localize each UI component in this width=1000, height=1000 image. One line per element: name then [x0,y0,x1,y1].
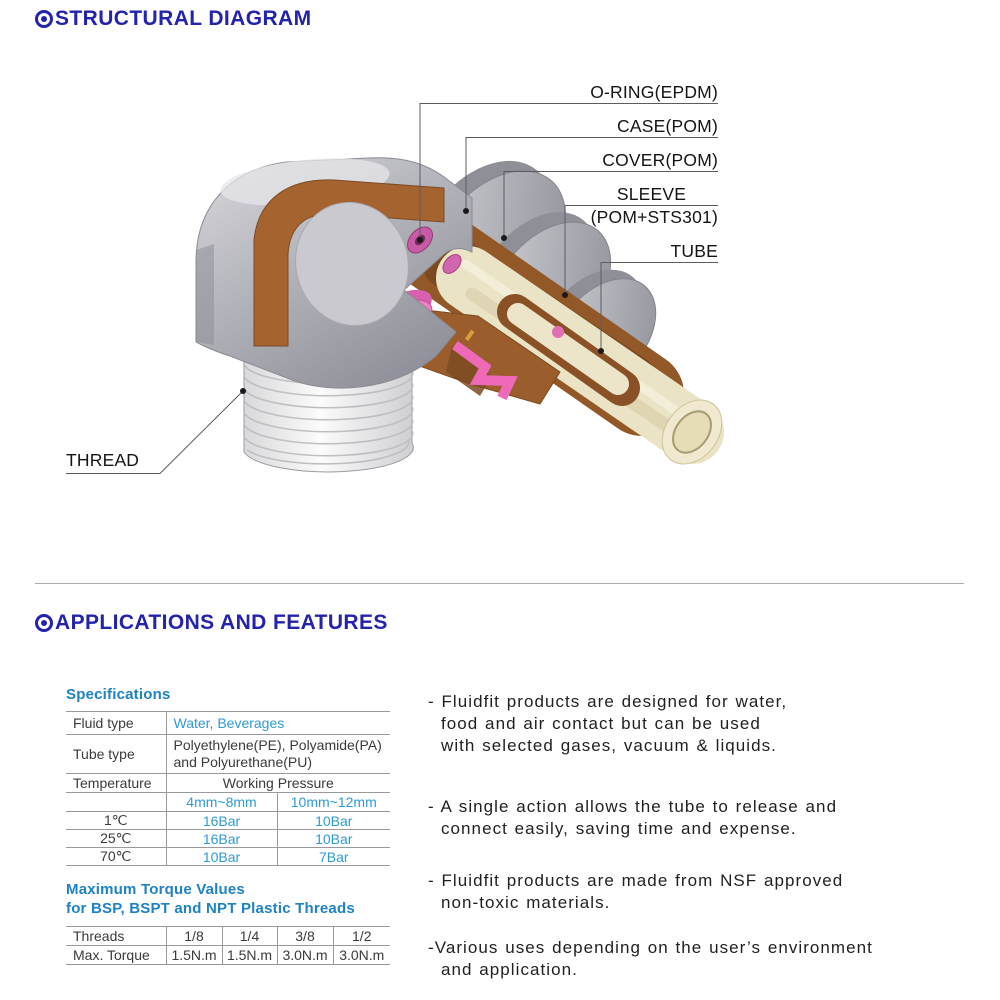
feature-bullet [428,937,873,981]
specifications-table [66,711,390,866]
feature-line: - Fluidfit products are made from NSF approved [428,871,844,890]
feature-bullet [428,870,843,914]
table-row [66,946,390,965]
feature-bullet [428,691,787,757]
table-row [66,793,390,812]
table-row [66,735,390,774]
feature-line: with selected gases, vacuum & liquids. [441,736,777,755]
torque-thread-size: 1/4 [222,927,277,946]
spec-temperature-label: Temperature [66,774,166,793]
feature-line: and application. [441,960,578,979]
torque-title-line1: Maximum Torque Values [66,881,245,898]
applications-heading [35,611,388,635]
spec-pressure-value: 7Bar [277,848,390,866]
table-row [66,774,390,793]
part-label-sleeve-material: (POM+STS301) [590,207,718,227]
spec-tube-type-value: Polyethylene(PE), Polyamide(PA) and Polyurethane(PU) [166,735,390,774]
torque-threads-label: Threads [66,927,166,946]
table-row [66,830,390,848]
applications-title: APPLICATIONS AND FEATURES [55,611,388,634]
torque-thread-size: 1/8 [166,927,222,946]
spec-fluid-type-label: Fluid type [66,712,166,735]
spec-working-pressure-header: Working Pressure [166,774,390,793]
spec-temp-value: 1℃ [66,812,166,830]
feature-line: - A single action allows the tube to release and [428,797,838,816]
spec-temp-value: 25℃ [66,830,166,848]
table-row [66,927,390,946]
torque-max-label: Max. Torque [66,946,166,965]
part-label-sleeve: SLEEVE [616,184,687,204]
part-label-case: CASE(POM) [617,116,718,136]
structural-diagram-title: STRUCTURAL DIAGRAM [55,7,312,30]
spec-tube-type-label: Tube type [66,735,166,774]
table-row [66,812,390,830]
torque-value: 3.0N.m [277,946,333,965]
spec-fluid-type-value: Water, Beverages [166,712,390,735]
part-label-cover: COVER(POM) [602,150,718,170]
torque-thread-size: 1/2 [333,927,390,946]
spec-pressure-value: 16Bar [166,812,277,830]
feature-bullet [428,796,837,840]
torque-thread-size: 3/8 [277,927,333,946]
part-label-o-ring: O-RING(EPDM) [590,82,718,102]
table-row [66,848,390,866]
torque-table [66,926,390,965]
torque-value: 3.0N.m [333,946,390,965]
table-row [66,712,390,735]
section-bullet-icon [35,614,53,632]
spec-temp-value: 70℃ [66,848,166,866]
spec-size-col2: 10mm~12mm [277,793,390,812]
torque-value: 1.5N.m [166,946,222,965]
torque-value: 1.5N.m [222,946,277,965]
feature-line: -Various uses depending on the user’s environment [428,938,873,957]
part-label-thread: THREAD [66,450,140,470]
feature-line: - Fluidfit products are designed for water, [428,692,788,711]
spec-empty-cell [66,793,166,812]
part-label-tube: TUBE [670,241,718,261]
specifications-title: Specifications [66,686,171,703]
section-divider [35,583,964,584]
spec-pressure-value: 16Bar [166,830,277,848]
feature-line: connect easily, saving time and expense. [441,819,797,838]
spec-pressure-value: 10Bar [166,848,277,866]
spec-size-col1: 4mm~8mm [166,793,277,812]
torque-title-line2: for BSP, BSPT and NPT Plastic Threads [66,900,355,917]
spec-pressure-value: 10Bar [277,812,390,830]
spec-pressure-value: 10Bar [277,830,390,848]
feature-line: food and air contact but can be used [441,714,761,733]
feature-line: non-toxic materials. [441,893,611,912]
